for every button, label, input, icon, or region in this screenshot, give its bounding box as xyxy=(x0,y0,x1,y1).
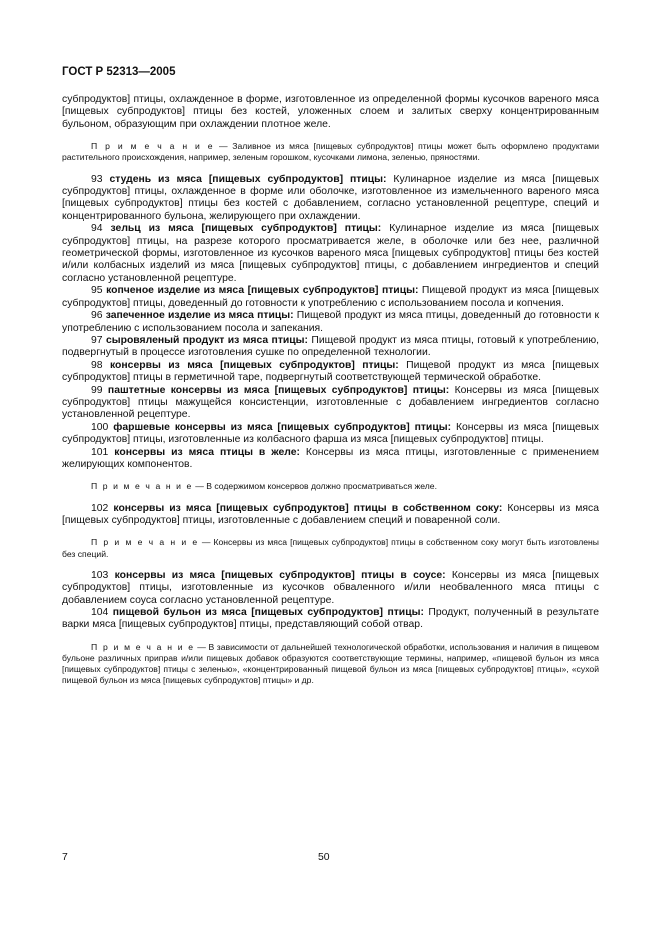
term-definition: Консервы из мяса [пищевых субпродуктов] птицы, изготовленные с добавлением специй и поваренной соли. xyxy=(62,502,599,526)
note-text: — В содержимом консервов должно просматриваться желе. xyxy=(192,481,437,492)
term-number: 95 xyxy=(91,285,103,297)
term-definition: Пищевой продукт из мяса [пищевых субпродуктов] птицы в герметичной таре, подвергнутый соответствующей термической обработке. xyxy=(62,359,599,384)
term-definition: Пищевой продукт из мяса птицы, доведенный до готовности к употреблению с использованием посола и запекания. xyxy=(62,310,600,334)
note-1 xyxy=(62,141,599,163)
term-title: паштетные консервы из мяса [пищевых субпродуктов] птицы: xyxy=(107,384,450,396)
term-title: фаршевые консервы из мяса [пищевых субпродуктов] птицы: xyxy=(113,421,452,433)
term-title: консервы из мяса [пищевых субпродуктов] птицы: xyxy=(109,359,399,371)
term-title: запеченное изделие из мяса птицы: xyxy=(105,310,294,322)
term-97 xyxy=(62,335,599,360)
term-95 xyxy=(62,285,599,310)
note-text: — В зависимости от дальнейшей технологической обработки, использования и наличия в пищевом бульоне различных приправ и/или пищевых добавок образуются соответствующие термины, например, «пищевой бульон из мяса [пищевых субпродуктов] птицы с зеленью», «концентрированный пищевой бульон из мяса [пищевых субпродуктов] птицы», «сухой пищевой бульон из мяса [пищевых субпродуктов] птицы» и др. xyxy=(62,641,600,686)
note-3 xyxy=(62,537,599,559)
term-definition: Консервы из мяса [пищевых субпродуктов] птицы, изготовленные из кусочков обваленного и/или необваленного мяса птицы с добавлением соуса согласно установленной рецептуре. xyxy=(62,569,599,606)
term-title: пищевой бульон из мяса [пищевых субпродуктов] птицы: xyxy=(112,607,424,619)
term-96 xyxy=(62,310,599,335)
term-title: зельц из мяса [пищевых субпродуктов] птицы: xyxy=(110,223,382,235)
term-number: 104 xyxy=(91,607,109,619)
term-98 xyxy=(62,360,599,385)
term-definition: Консервы из мяса [пищевых субпродуктов] птицы, изготовленные из колбасного фарша из мяса [пищевых субпродуктов] птицы. xyxy=(62,421,599,446)
term-101 xyxy=(62,447,599,472)
note-text: — Заливное из мяса [пищевых субпродуктов] птицы может быть оформлено продуктами растительного происхождения, например, зеленым горошком, кусочками лимона, зеленью, пряностями. xyxy=(62,141,600,163)
term-definition: Кулинарное изделие из мяса [пищевых субпродуктов] птицы, на разрезе которого просматривается желе, в оболочке или без нее, различной геометрической формы, изготовленное из кусочков вареного мяса [пищевых субпродуктов] птицы без костей и/или колбасных изделий из мяса [пищевых субпродуктов] птицы, с добавлением ингредиентов и специй согласно установленной рецептуре. xyxy=(62,223,599,284)
term-title: консервы из мяса [пищевых субпродуктов] птицы в соусе: xyxy=(114,569,446,581)
term-number: 96 xyxy=(91,310,103,322)
document-body xyxy=(62,94,599,687)
term-104 xyxy=(62,607,599,632)
term-number: 100 xyxy=(91,421,109,433)
term-definition: Продукт, полученный в результате варки мяса [пищевых субпродуктов] птицы, представляющий собой отвар. xyxy=(62,607,599,631)
term-definition: Пищевой продукт из мяса [пищевых субпродуктов] птицы, доведенный до готовности к употреблению с использованием посола и копчения. xyxy=(62,285,599,309)
term-definition: Консервы из мяса [пищевых субпродуктов] птицы мажущейся консистенции, изготовленные с добавлением ингредиентов согласно установленной рецептуре. xyxy=(62,384,599,421)
note-label: П р и м е ч а н и е xyxy=(91,641,195,652)
term-definition: Консервы из мяса птицы, изготовленные с применением желирующих компонентов. xyxy=(62,446,599,470)
term-number: 99 xyxy=(91,384,103,396)
note-2 xyxy=(62,481,599,492)
term-title: консервы из мяса [пищевых субпродуктов] птицы в собственном соку: xyxy=(113,502,503,514)
term-100 xyxy=(62,422,599,447)
term-number: 102 xyxy=(91,502,109,514)
term-102 xyxy=(62,503,599,528)
note-label: П р и м е ч а н и е xyxy=(91,141,215,152)
term-title: сыровяленый продукт из мяса птицы: xyxy=(105,334,309,346)
term-93 xyxy=(62,174,599,224)
note-label: П р и м е ч а н и е xyxy=(91,537,199,548)
term-number: 98 xyxy=(91,359,103,371)
term-103 xyxy=(62,570,599,607)
term-number: 103 xyxy=(91,569,109,581)
term-title: копченое изделие из мяса [пищевых субпродуктов] птицы: xyxy=(106,285,419,297)
term-number: 94 xyxy=(91,223,103,235)
term-99 xyxy=(62,385,599,422)
intro-paragraph: субпродуктов] птицы, охлажденное в форме, изготовленное из определенной формы кусочков вареного мяса [пищевых субпродуктов] птицы без костей, уложенных слоем и залитых сверху концентрированным бульоном, образующим при охлаждении плотное желе. xyxy=(62,94,599,130)
note-label: П р и м е ч а н и е xyxy=(91,481,193,492)
page-number: 50 xyxy=(318,852,330,863)
term-number: 97 xyxy=(91,334,103,346)
note-4 xyxy=(62,642,599,687)
note-text: — Консервы из мяса [пищевых субпродуктов] птицы в собственном соку могут быть изготовлены без специй. xyxy=(62,537,599,559)
footer-left-mark: 7 xyxy=(62,852,68,863)
term-definition: Кулинарное изделие из мяса [пищевых субпродуктов] птицы, охлажденное в форме или оболочке, изготовленное из измельченного вареного мяса [пищевых субпродуктов] птицы без костей с добавлением, согласно установленной рецептуре, специй и концентрированного бульона, желирующего при охлаждении. xyxy=(62,173,599,222)
term-title: консервы из мяса птицы в желе: xyxy=(114,446,300,458)
term-number: 101 xyxy=(91,446,109,458)
document-header: ГОСТ Р 52313—2005 xyxy=(62,66,176,78)
term-title: студень из мяса [пищевых субпродуктов] птицы: xyxy=(109,173,387,185)
term-number: 93 xyxy=(91,173,103,185)
term-94 xyxy=(62,223,599,285)
term-definition: Пищевой продукт из мяса птицы, готовый к употреблению, подвергнутый в процессе изготовления сушке по определенной технологии. xyxy=(62,334,599,359)
